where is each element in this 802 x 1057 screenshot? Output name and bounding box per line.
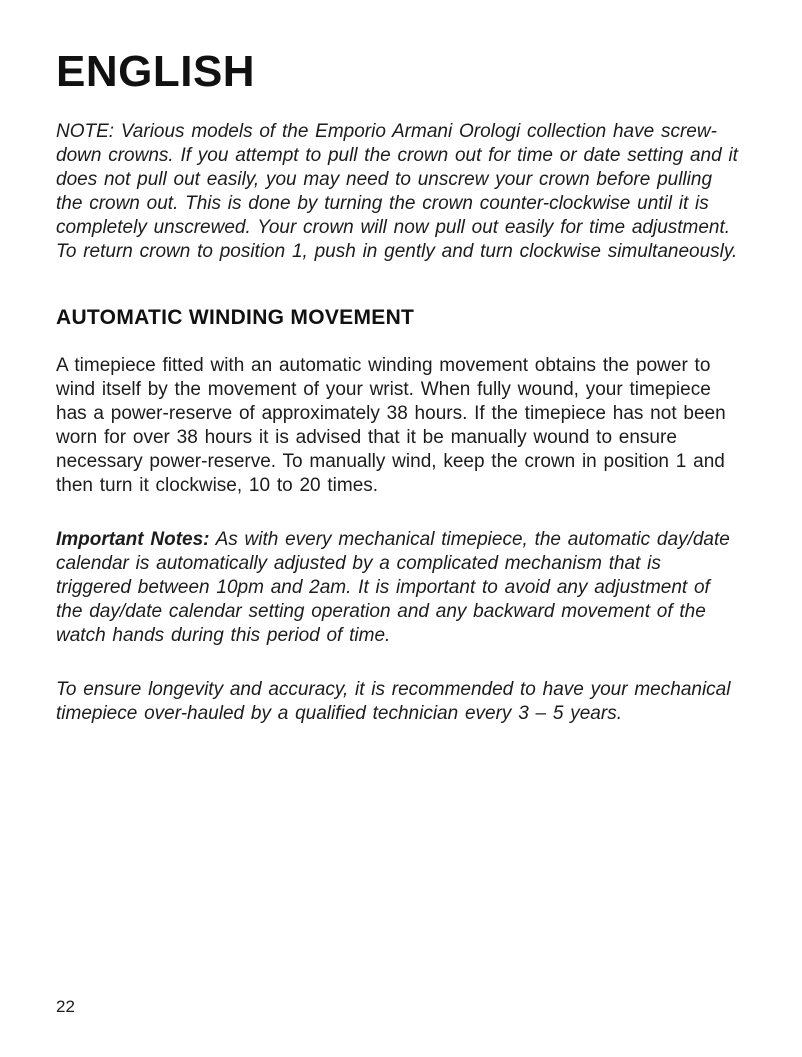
note-paragraph: NOTE: Various models of the Emporio Armani Orologi collection have screw-down crowns. If you attempt to pull the crown out for time or date setting and it does not pull out easily, you may need to unscrew your crown before pulling the crown out. This is done by turning the crown counter-clockwise until it is completely unscrewed. Your crown will now pull out easily for time adjustment. To return crown to position 1, push in gently and turn clockwise simultaneously. — [56, 121, 738, 262]
page-number: 22 — [56, 997, 75, 1016]
body-paragraph: A timepiece fitted with an automatic winding movement obtains the power to wind itself by the movement of your wrist. When fully wound, your timepiece has a power-reserve of approximately 38 hours. If the timepiece has not been worn for over 38 hours it is advised that it be manually wound to ensure necessary power-reserve. To manually wind, keep the crown in position 1 and then turn it clockwise, 10 to 20 times. — [56, 355, 726, 496]
longevity-paragraph: To ensure longevity and accuracy, it is recommended to have your mechanical timepiece over-hauled by a qualified technician every 3 – 5 years. — [56, 679, 731, 724]
important-notes-label: Important Notes: — [56, 529, 210, 550]
important-notes-paragraph — [56, 528, 740, 648]
page-title: ENGLISH — [56, 47, 256, 96]
section-heading: AUTOMATIC WINDING MOVEMENT — [56, 306, 415, 329]
important-notes-text: As with every mechanical timepiece, the automatic day/date calendar is automatically adjusted by a complicated mechanism that is triggered between 10pm and 2am. It is important to avoid any adjustment of the day/date calendar setting operation and any backward movement of the watch hands during this period of time. — [56, 529, 730, 646]
